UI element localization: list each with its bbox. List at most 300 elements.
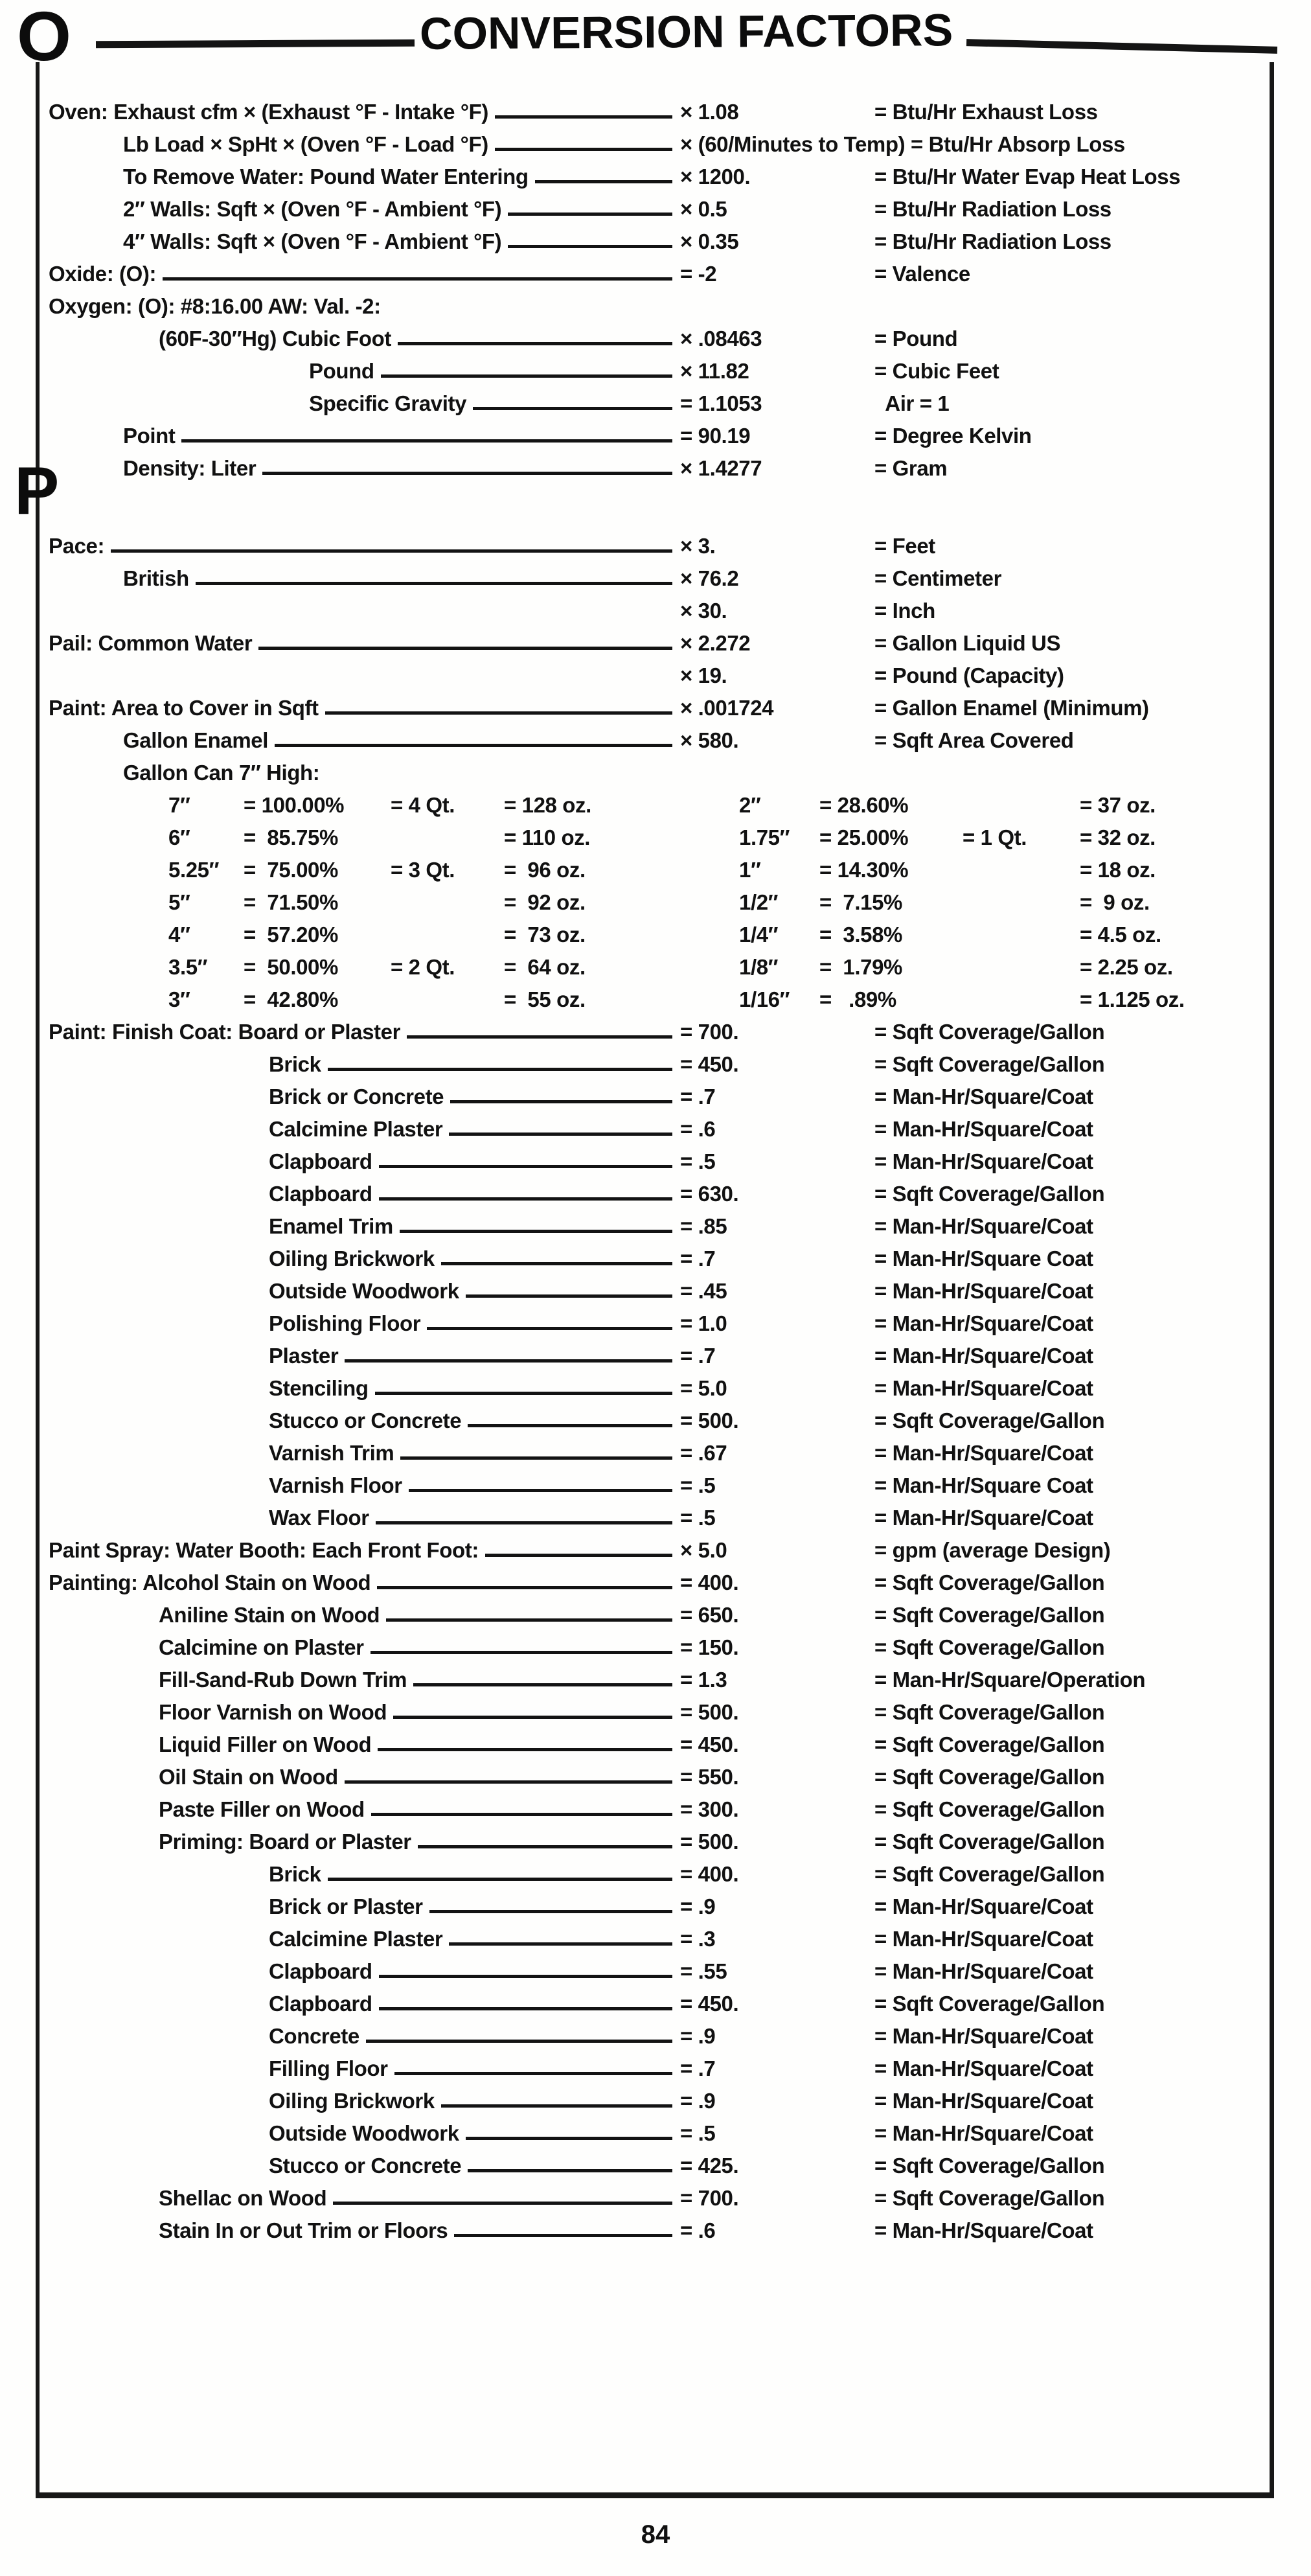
row-lead [49, 761, 680, 785]
row-result: = Sqft Coverage/Gallon [874, 1700, 1105, 1724]
row-result: = Sqft Coverage/Gallon [874, 1570, 1105, 1594]
dash-line [345, 1359, 672, 1363]
can-ounces-left: = 92 oz. [504, 890, 586, 914]
can-quarts-left: = 3 Qt. [391, 858, 455, 882]
dash-line [468, 1424, 672, 1427]
conversion-row [49, 1214, 1270, 1247]
row-label: (60F-30″Hg) Cubic Foot [159, 327, 392, 351]
row-lead [49, 1311, 680, 1336]
dash-line [381, 374, 672, 378]
row-label: Pace: [49, 534, 105, 558]
row-value: × 2.272 [680, 631, 751, 655]
row-result: = Man-Hr/Square Coat [874, 1473, 1093, 1497]
dash-line [163, 277, 672, 281]
gallon-can-row [49, 955, 1270, 987]
row-lead [49, 456, 680, 481]
dash-line [449, 1942, 672, 1946]
dash-line [535, 180, 672, 183]
row-result: = Sqft Coverage/Gallon [874, 1797, 1105, 1821]
row-lead [49, 1603, 680, 1627]
section-p-rows-before-table [49, 534, 1270, 793]
row-result: = Btu/Hr Radiation Loss [874, 229, 1112, 253]
row-label: 2″ Walls: Sqft × (Oven °F - Ambient °F) [123, 197, 502, 221]
can-ounces-right: = 4.5 oz. [1080, 923, 1161, 947]
row-value: = .9 [680, 2024, 716, 2048]
row-value: = .5 [680, 2121, 716, 2145]
row-lead [49, 1473, 680, 1498]
conversion-row [49, 1279, 1270, 1311]
row-label: Clapboard [269, 1182, 372, 1206]
row-label: Stenciling [269, 1376, 369, 1400]
dash-line [468, 2169, 672, 2172]
row-result: = Sqft Coverage/Gallon [874, 1052, 1105, 1076]
can-percent-left: = 57.20% [244, 923, 338, 947]
dash-line [400, 1456, 672, 1460]
row-lead [49, 1247, 680, 1271]
row-label: Calcimine Plaster [269, 1117, 443, 1141]
row-value: × .08463 [680, 327, 762, 351]
dash-line [258, 647, 672, 650]
row-value: = 400. [680, 1862, 739, 1886]
conversion-row [49, 1668, 1270, 1700]
row-value: = .55 [680, 1959, 727, 1983]
row-label: 4″ Walls: Sqft × (Oven °F - Ambient °F) [123, 229, 502, 253]
row-label: Wax Floor [269, 1506, 369, 1530]
row-result: = Man-Hr/Square/Coat [874, 1214, 1093, 1238]
row-label: Pail: Common Water [49, 631, 253, 655]
dash-line [449, 1133, 672, 1136]
dash-line [409, 1489, 672, 1492]
can-percent-left: = 85.75% [244, 825, 338, 849]
row-value: = .9 [680, 1894, 716, 1918]
row-lead [49, 1894, 680, 1919]
dash-line [325, 711, 672, 715]
row-lead [49, 1668, 680, 1692]
row-lead [49, 1797, 680, 1822]
dash-line [466, 1294, 672, 1298]
dash-line [376, 1521, 672, 1524]
can-percent-left: = 100.00% [244, 793, 345, 817]
conversion-row [49, 1182, 1270, 1214]
row-value: = .6 [680, 2218, 716, 2242]
row-value: = .45 [680, 1279, 727, 1303]
row-label: Oxygen: (O): #8:16.00 AW: Val. -2: [49, 294, 381, 318]
row-lead [49, 1149, 680, 1174]
row-lead [49, 566, 680, 591]
gallon-can-table [49, 793, 1270, 1020]
conversion-row [49, 1927, 1270, 1959]
row-lead [49, 2056, 680, 2081]
conversion-row [49, 1247, 1270, 1279]
dash-line [366, 2040, 672, 2043]
conversion-row [49, 761, 1270, 793]
row-lead [49, 2218, 680, 2243]
row-label: Oiling Brickwork [269, 1247, 435, 1271]
dash-line [508, 213, 672, 216]
conversion-row [49, 1020, 1270, 1052]
row-lead [49, 1117, 680, 1142]
row-lead [49, 262, 680, 286]
can-size-left: 7″ [168, 793, 190, 817]
can-quarts-left: = 2 Qt. [391, 955, 455, 979]
title-rule-right [966, 39, 1277, 54]
row-value: = 400. [680, 1570, 739, 1594]
can-percent-left: = 50.00% [244, 955, 338, 979]
row-lead [49, 1085, 680, 1109]
can-ounces-right: = 37 oz. [1080, 793, 1156, 817]
row-lead [49, 1214, 680, 1239]
row-result: = Gallon Liquid US [874, 631, 1061, 655]
row-result: = Btu/Hr Absorp Loss [910, 132, 1125, 156]
row-lead [49, 631, 680, 656]
row-label: Gallon Enamel [123, 728, 269, 752]
row-value: = .5 [680, 1473, 716, 1497]
row-value: = .7 [680, 1085, 716, 1109]
row-lead [49, 327, 680, 351]
row-label: Lb Load × SpHt × (Oven °F - Load °F) [123, 132, 488, 156]
row-label: Outside Woodwork [269, 2121, 459, 2145]
conversion-row [49, 1830, 1270, 1862]
row-lead [49, 132, 680, 157]
dash-line [495, 115, 672, 119]
row-result: = Centimeter [874, 566, 1002, 590]
row-lead [49, 424, 680, 448]
row-result: = Man-Hr/Square/Coat [874, 1279, 1093, 1303]
dash-line [181, 439, 672, 443]
row-label: Clapboard [269, 1992, 372, 2016]
row-result: = Man-Hr/Square/Coat [874, 1376, 1093, 1400]
conversion-row [49, 1538, 1270, 1570]
row-lead [49, 1765, 680, 1789]
can-ounces-left: = 96 oz. [504, 858, 586, 882]
row-result: = Inch [874, 599, 935, 623]
row-result: = Cubic Feet [874, 359, 999, 383]
row-value: = 630. [680, 1182, 739, 1206]
conversion-row [49, 391, 1270, 424]
dash-line [333, 2202, 672, 2205]
row-value: = 1.0 [680, 1311, 727, 1335]
row-label: Liquid Filler on Wood [159, 1732, 372, 1756]
row-result: = Sqft Coverage/Gallon [874, 1635, 1105, 1659]
dash-line [393, 1716, 672, 1719]
row-result: = Man-Hr/Square/Coat [874, 1506, 1093, 1530]
conversion-row [49, 1862, 1270, 1894]
dash-line [508, 245, 672, 248]
row-label: Paint: Finish Coat: Board or Plaster [49, 1020, 401, 1044]
can-ounces-left: = 110 oz. [504, 825, 591, 849]
row-result: = Valence [874, 262, 970, 286]
row-lead [49, 1020, 680, 1044]
row-value: × .001724 [680, 696, 774, 720]
can-percent-right: = 25.00% [819, 825, 909, 849]
can-size-right: 1/2″ [739, 890, 779, 914]
row-result: = Sqft Coverage/Gallon [874, 1409, 1105, 1432]
row-label: Varnish Floor [269, 1473, 402, 1497]
can-size-left: 4″ [168, 923, 190, 947]
row-value: = 700. [680, 1020, 739, 1044]
row-value: × 1.4277 [680, 456, 762, 480]
conversion-row [49, 359, 1270, 391]
row-value: × 3. [680, 534, 716, 558]
conversion-row [49, 1894, 1270, 1927]
dash-line [370, 1651, 672, 1654]
row-result: = Sqft Area Covered [874, 728, 1074, 752]
content-box [36, 62, 1274, 2498]
row-lead [49, 2024, 680, 2049]
row-lead [49, 1700, 680, 1725]
row-lead [49, 534, 680, 558]
conversion-row [49, 1376, 1270, 1409]
row-value: = 500. [680, 1409, 739, 1432]
row-label: Paint: Area to Cover in Sqft [49, 696, 319, 720]
row-value: = 150. [680, 1635, 739, 1659]
row-value: × 0.5 [680, 197, 727, 221]
row-lead [49, 1635, 680, 1660]
can-ounces-right: = 2.25 oz. [1080, 955, 1173, 979]
dash-line [375, 1392, 672, 1395]
conversion-row [49, 566, 1270, 599]
conversion-row [49, 534, 1270, 566]
can-ounces-left: = 55 oz. [504, 987, 586, 1011]
row-result: = Man-Hr/Square/Coat [874, 2218, 1093, 2242]
row-lead [49, 618, 680, 627]
row-result: = Sqft Coverage/Gallon [874, 2186, 1105, 2210]
conversion-row [49, 327, 1270, 359]
conversion-row [49, 1732, 1270, 1765]
row-value: = 450. [680, 1732, 739, 1756]
can-quarts-left: = 4 Qt. [391, 793, 455, 817]
row-result: = Man-Hr/Square/Coat [874, 1894, 1093, 1918]
section-letter-p: P [14, 454, 60, 529]
can-size-left: 3.5″ [168, 955, 208, 979]
row-label: To Remove Water: Pound Water Entering [123, 165, 529, 189]
dash-line [441, 1262, 672, 1265]
row-label: Pound [309, 359, 374, 383]
can-ounces-left: = 64 oz. [504, 955, 586, 979]
row-result: = Man-Hr/Square/Coat [874, 1959, 1093, 1983]
row-label: Oiling Brickwork [269, 2089, 435, 2113]
row-value: × 11.82 [680, 359, 749, 383]
conversion-row [49, 631, 1270, 663]
row-label: Enamel Trim [269, 1214, 393, 1238]
row-lead [49, 1441, 680, 1466]
row-value: × 1200. [680, 165, 751, 189]
row-label: Brick [269, 1052, 321, 1076]
dash-line [473, 407, 672, 410]
row-value: = .6 [680, 1117, 716, 1141]
row-value: = 5.0 [680, 1376, 727, 1400]
conversion-row [49, 100, 1270, 132]
row-label: Density: Liter [123, 456, 256, 480]
conversion-row [49, 197, 1270, 229]
can-size-right: 1.75″ [739, 825, 790, 849]
gallon-can-row [49, 858, 1270, 890]
row-lead [49, 2121, 680, 2146]
row-label: Stucco or Concrete [269, 1409, 462, 1432]
dash-line [345, 1780, 672, 1784]
dash-line [427, 1327, 672, 1330]
dash-line [379, 1197, 672, 1201]
conversion-row [49, 696, 1270, 728]
can-ounces-right: = 1.125 oz. [1080, 987, 1185, 1011]
conversion-row [49, 663, 1270, 696]
dash-line [196, 582, 672, 585]
can-percent-right: = 1.79% [819, 955, 902, 979]
can-percent-left: = 42.80% [244, 987, 338, 1011]
row-lead [49, 1570, 680, 1595]
dash-line [398, 342, 672, 345]
can-ounces-left: = 73 oz. [504, 923, 586, 947]
row-value: = 90.19 [680, 424, 751, 448]
row-result: = Man-Hr/Square/Coat [874, 1149, 1093, 1173]
row-lead [49, 391, 680, 416]
row-value: = 1.1053 [680, 391, 762, 415]
row-result: = Btu/Hr Exhaust Loss [874, 100, 1098, 124]
dash-line [485, 1554, 672, 1557]
conversion-row [49, 1570, 1270, 1603]
conversion-row [49, 262, 1270, 294]
can-percent-left: = 75.00% [244, 858, 338, 882]
conversion-row [49, 1765, 1270, 1797]
row-value: = .7 [680, 2056, 716, 2080]
row-lead [49, 2089, 680, 2113]
row-result: = Sqft Coverage/Gallon [874, 2154, 1105, 2178]
row-label: British [123, 566, 189, 590]
row-label: Oven: Exhaust cfm × (Exhaust °F - Intake °F) [49, 100, 489, 124]
row-lead [49, 1959, 680, 1984]
row-result: = Man-Hr/Square/Operation [874, 1668, 1146, 1692]
conversion-row [49, 2154, 1270, 2186]
can-size-right: 1/4″ [739, 923, 779, 947]
can-size-left: 6″ [168, 825, 190, 849]
section-p-rows-after-table [49, 1020, 1270, 2251]
row-result: = Man-Hr/Square/Coat [874, 1344, 1093, 1368]
row-label: Clapboard [269, 1959, 372, 1983]
conversion-row [49, 456, 1270, 489]
row-label: Concrete [269, 2024, 359, 2048]
can-percent-right: = 14.30% [819, 858, 909, 882]
row-label: Outside Woodwork [269, 1279, 459, 1303]
row-lead [49, 294, 680, 319]
conversion-row [49, 2089, 1270, 2121]
row-label: Gallon Can 7″ High: [123, 761, 320, 785]
conversion-row [49, 1085, 1270, 1117]
row-result: = Sqft Coverage/Gallon [874, 1765, 1105, 1789]
can-percent-right: = 3.58% [819, 923, 902, 947]
row-lead [49, 1830, 680, 1854]
can-size-left: 5.25″ [168, 858, 220, 882]
row-value: = .85 [680, 1214, 727, 1238]
gallon-can-row [49, 793, 1270, 825]
row-lead [49, 2186, 680, 2211]
row-value: = 500. [680, 1700, 739, 1724]
row-lead [49, 100, 680, 124]
row-label: Oxide: (O): [49, 262, 157, 286]
row-label: Brick [269, 1862, 321, 1886]
row-value: × 19. [680, 663, 727, 687]
can-ounces-right: = 18 oz. [1080, 858, 1156, 882]
row-value: = .9 [680, 2089, 716, 2113]
row-lead [49, 1538, 680, 1563]
conversion-row [49, 132, 1270, 165]
can-size-left: 3″ [168, 987, 190, 1011]
row-value: = 1.3 [680, 1668, 727, 1692]
row-label: Floor Varnish on Wood [159, 1700, 387, 1724]
row-label: Stucco or Concrete [269, 2154, 462, 2178]
conversion-row [49, 1409, 1270, 1441]
row-label: Aniline Stain on Wood [159, 1603, 380, 1627]
row-value: = 550. [680, 1765, 739, 1789]
row-label: Stain In or Out Trim or Floors [159, 2218, 448, 2242]
row-value: = .67 [680, 1441, 727, 1465]
row-result: = Degree Kelvin [874, 424, 1032, 448]
row-lead [49, 728, 680, 753]
row-result: = Sqft Coverage/Gallon [874, 1992, 1105, 2016]
conversion-row [49, 2024, 1270, 2056]
conversion-row [49, 1635, 1270, 1668]
conversion-row [49, 294, 1270, 327]
row-value: = 650. [680, 1603, 739, 1627]
conversion-row [49, 1603, 1270, 1635]
row-lead [49, 1927, 680, 1951]
dash-line [379, 1975, 672, 1978]
row-lead [49, 165, 680, 189]
conversion-row [49, 2218, 1270, 2251]
dash-line [275, 744, 672, 747]
conversion-row [49, 1311, 1270, 1344]
row-lead [49, 229, 680, 254]
row-value: = 500. [680, 1830, 739, 1854]
row-lead [49, 1052, 680, 1077]
row-value: × 30. [680, 599, 727, 623]
page-number: 84 [641, 2520, 670, 2549]
dash-line [379, 2007, 672, 2010]
row-result: = Sqft Coverage/Gallon [874, 1603, 1105, 1627]
can-size-right: 1/8″ [739, 955, 779, 979]
row-label: Oil Stain on Wood [159, 1765, 338, 1789]
row-lead [49, 683, 680, 692]
row-result: = Man-Hr/Square/Coat [874, 2056, 1093, 2080]
row-result: = Man-Hr/Square/Coat [874, 1311, 1093, 1335]
can-percent-right: = .89% [819, 987, 896, 1011]
row-label: Specific Gravity [309, 391, 467, 415]
row-label: Brick or Plaster [269, 1894, 423, 1918]
row-value: = .3 [680, 1927, 716, 1951]
row-result: Air = 1 [874, 391, 950, 415]
row-value: = 300. [680, 1797, 739, 1821]
row-result: = Man-Hr/Square/Coat [874, 1441, 1093, 1465]
gallon-can-row [49, 890, 1270, 923]
row-label: Filling Floor [269, 2056, 388, 2080]
row-lead [49, 1344, 680, 1368]
dash-line [394, 2072, 672, 2075]
row-label: Brick or Concrete [269, 1085, 444, 1109]
row-label: Painting: Alcohol Stain on Wood [49, 1570, 371, 1594]
row-value: = 450. [680, 1052, 739, 1076]
row-value: × 76.2 [680, 566, 739, 590]
conversion-row [49, 1959, 1270, 1992]
dash-line [378, 1748, 672, 1751]
row-value: × 580. [680, 728, 739, 752]
dash-line [379, 1165, 672, 1168]
row-value: × 5.0 [680, 1538, 727, 1562]
row-lead [49, 197, 680, 222]
section-o-rows [49, 100, 1270, 489]
conversion-row [49, 1344, 1270, 1376]
can-size-right: 1/16″ [739, 987, 790, 1011]
conversion-row [49, 1441, 1270, 1473]
row-label: Varnish Trim [269, 1441, 394, 1465]
